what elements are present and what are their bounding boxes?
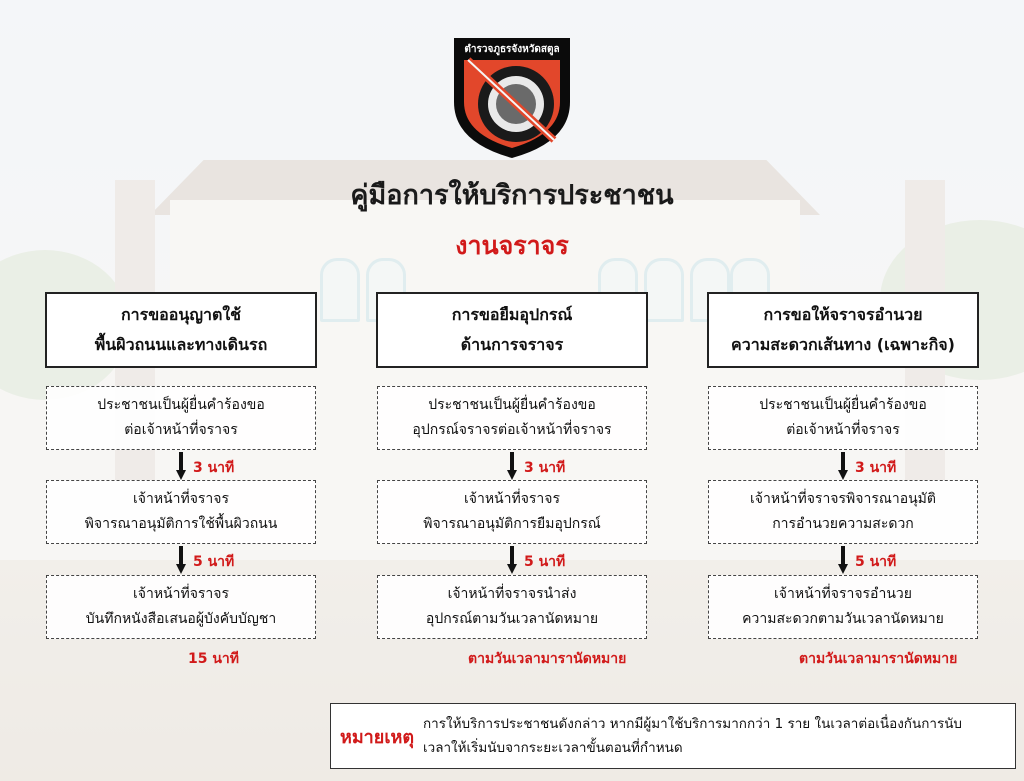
remark-box [330, 703, 1016, 769]
step-box: ประชาชนเป็นผู้ยื่นคำร้องขอ ต่อเจ้าหน้าที่จราจร [46, 386, 316, 450]
column-heading: การขอให้จราจรอำนวย ความสะดวกเส้นทาง (เฉพาะกิจ) [707, 292, 979, 368]
step-box: เจ้าหน้าที่จราจรนำส่ง อุปกรณ์ตามวันเวลานัดหมาย [377, 575, 647, 639]
column-heading: การขอยืมอุปกรณ์ ด้านการจราจร [376, 292, 648, 368]
step-time: 3 นาที [524, 460, 566, 476]
step-time: 3 นาที [855, 460, 897, 476]
page-subtitle: งานจราจร [455, 231, 569, 260]
total-time: ตามวันเวลามารานัดหมาย [468, 651, 627, 667]
total-time: ตามวันเวลามารานัดหมาย [799, 651, 958, 667]
arrow-down-icon [838, 452, 848, 480]
step-time: 5 นาที [193, 554, 235, 570]
arrow-down-icon [176, 452, 186, 480]
page-title: คู่มือการให้บริการประชาชน [350, 180, 674, 211]
svg-text:ตำรวจภูธรจังหวัดสตูล: ตำรวจภูธรจังหวัดสตูล [464, 44, 560, 55]
column-heading: การขออนุญาตใช้ พื้นผิวถนนและทางเดินรถ [45, 292, 317, 368]
step-box: เจ้าหน้าที่จราจร พิจารณาอนุมัติการใช้พื้นผิวถนน [46, 480, 316, 544]
arrow-down-icon [838, 546, 848, 574]
step-box: เจ้าหน้าที่จราจรอำนวย ความสะดวกตามวันเวลานัดหมาย [708, 575, 978, 639]
procedure-column-traffic-escort [707, 292, 979, 667]
step-time: 5 นาที [524, 554, 566, 570]
remark-text: การให้บริการประชาชนดังกล่าว หากมีผู้มาใช้บริการมากกว่า 1 ราย ในเวลาต่อเนื่องกันการนับ เวลาให้เริ่มนับจากระยะเวลาขั้นตอนที่กำหนด [423, 716, 962, 756]
police-emblem-logo [446, 30, 578, 162]
step-box: ประชาชนเป็นผู้ยื่นคำร้องขอ ต่อเจ้าหน้าที่จราจร [708, 386, 978, 450]
step-time: 5 นาที [855, 554, 897, 570]
step-box: ประชาชนเป็นผู้ยื่นคำร้องขอ อุปกรณ์จราจรต่อเจ้าหน้าที่จราจร [377, 386, 647, 450]
remark-label: หมายเหตุ [339, 726, 415, 748]
total-time: 15 นาที [188, 651, 240, 667]
step-box: เจ้าหน้าที่จราจร พิจารณาอนุมัติการยืมอุปกรณ์ [377, 480, 647, 544]
step-box: เจ้าหน้าที่จราจรพิจารณาอนุมัติ การอำนวยความสะดวก [708, 480, 978, 544]
procedure-column-borrow-equipment [376, 292, 648, 667]
step-time: 3 นาที [193, 460, 235, 476]
procedure-column-road-permit [45, 292, 317, 667]
arrow-down-icon [507, 546, 517, 574]
arrow-down-icon [507, 452, 517, 480]
arrow-down-icon [176, 546, 186, 574]
step-box: เจ้าหน้าที่จราจร บันทึกหนังสือเสนอผู้บังคับบัญชา [46, 575, 316, 639]
